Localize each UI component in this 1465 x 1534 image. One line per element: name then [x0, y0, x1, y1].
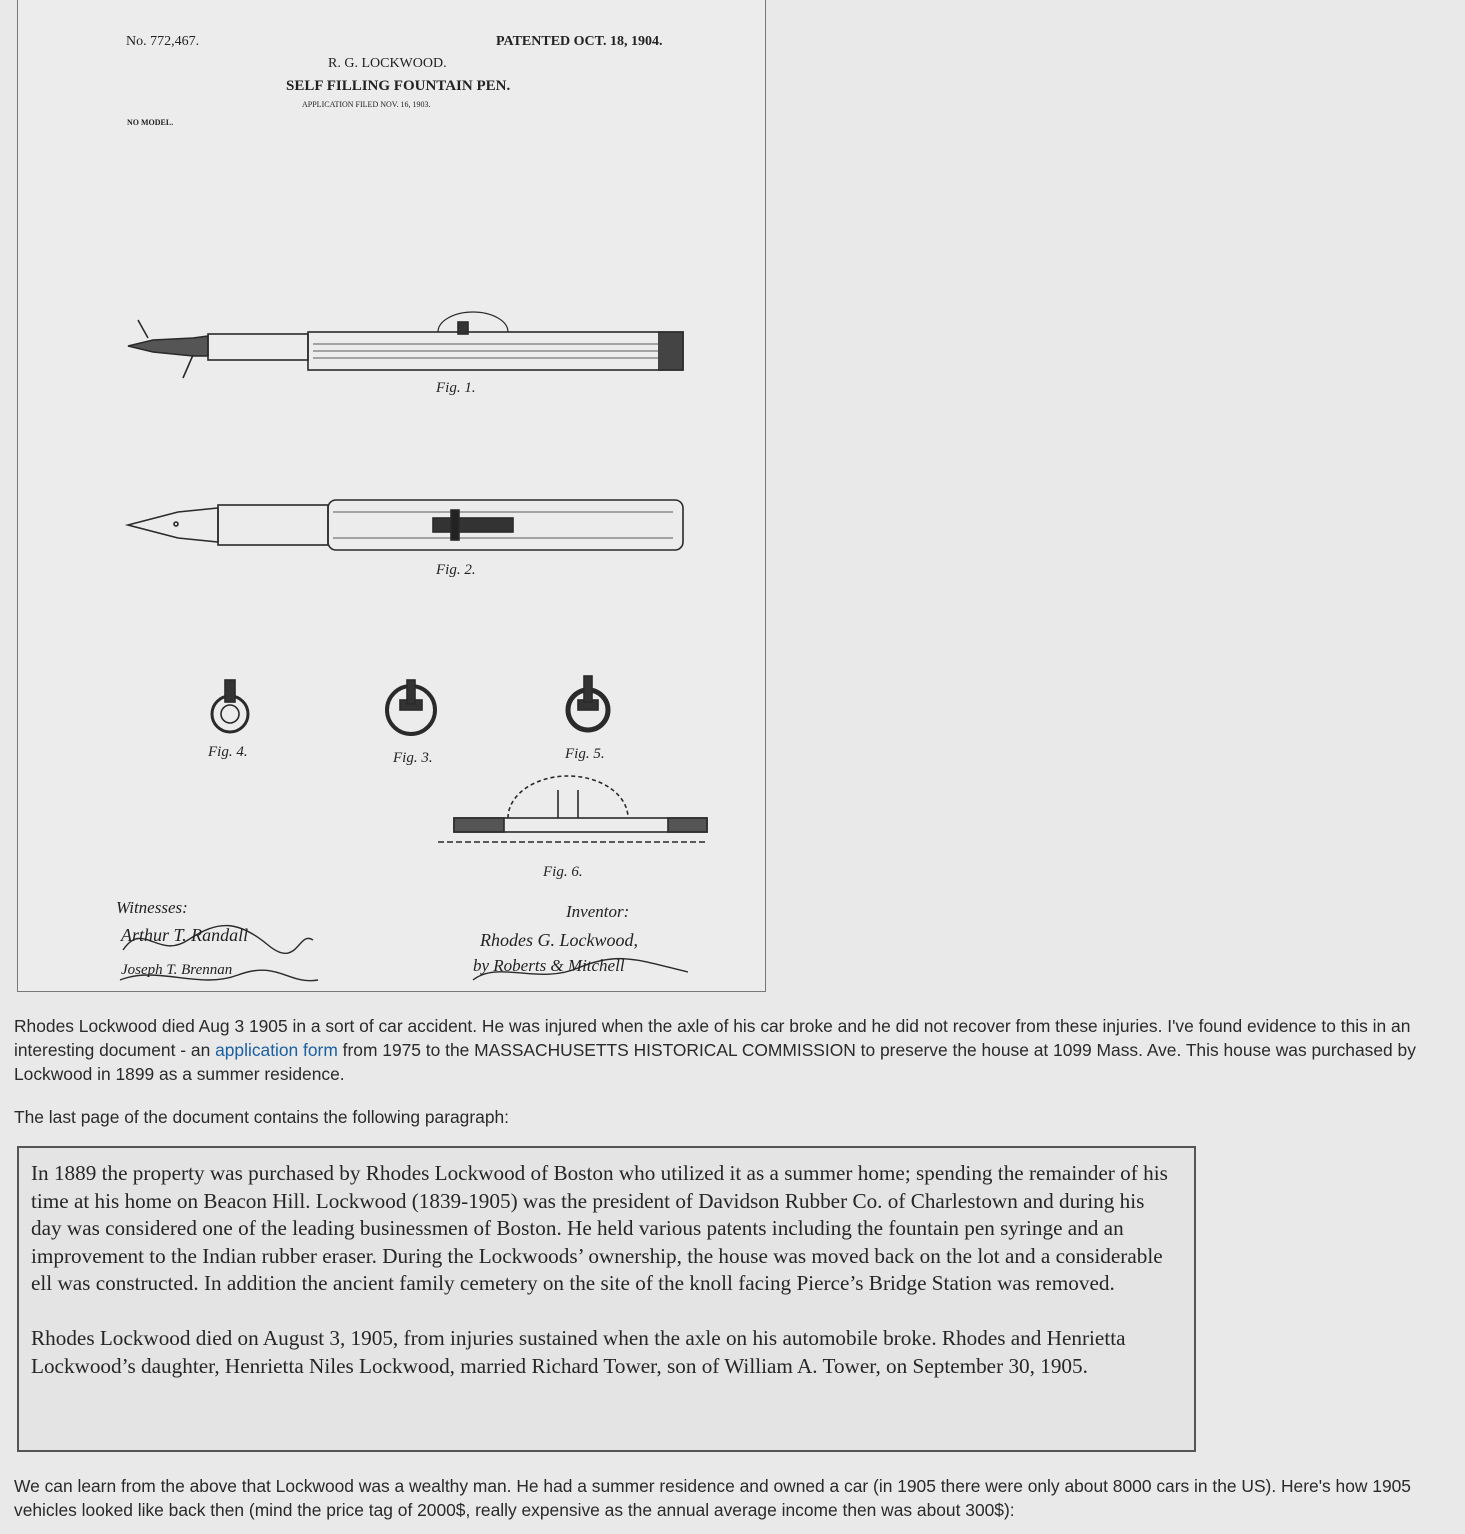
paragraph-3: We can learn from the above that Lockwood was a wealthy man. He had a summer residence and owned a car (in 1905 there were only about 8000 cars in the US). Here's how 1905 vehicles looked like back then (mind the price tag of 2000$, really expensive as the annual average income then was about 300$): — [14, 1476, 1411, 1520]
fig-2-pen — [128, 500, 683, 550]
patent-date: PATENTED OCT. 18, 1904. — [496, 34, 663, 49]
fig-6-detail — [438, 776, 708, 842]
application-form-link[interactable]: application form — [215, 1040, 338, 1060]
inventor-signature: Rhodes G. Lockwood, — [480, 930, 638, 950]
patent-inventor-name: R. G. LOCKWOOD. — [328, 56, 447, 71]
fig-1-pen — [128, 312, 683, 378]
fig-3-label: Fig. 3. — [393, 750, 433, 766]
fig-1-label: Fig. 1. — [436, 380, 476, 396]
fig-2-label: Fig. 2. — [436, 562, 476, 578]
fig-5-label: Fig. 5. — [565, 746, 605, 762]
patent-illustration — [18, 0, 766, 992]
quote-paragraph-2: Rhodes Lockwood died on August 3, 1905, from injuries sustained when the axle on his automobile broke. Rhodes and Henrietta Lockwood’s daughter, Henrietta Niles Lockwood, married Richard Tower, son of William A. Tower, on September 30, 1905. — [31, 1325, 1126, 1378]
patent-drawing — [17, 0, 766, 992]
attorneys-signature: by Roberts & Mitchell — [473, 956, 625, 975]
witness-1-signature: Arthur T. Randall — [121, 925, 249, 945]
witnesses-label: Witnesses: — [116, 898, 188, 917]
patent-model: NO MODEL. — [127, 118, 174, 127]
paragraph-1 — [14, 1014, 1454, 1086]
paragraph-1-end: from 1975 to the MASSACHUSETTS HISTORICAL COMMISSION to preserve the house at 1099 Mass. Ave. This house was purchased by Lockwood in 1899 as a summer residence. — [14, 1040, 1416, 1084]
patent-number: No. 772,467. — [126, 34, 200, 49]
paragraph-1-start: Rhodes Lockwood died Aug 3 1905 in a sort of car accident. He was injured when the axle of his car broke and he did not recover from these injuries. I've found evidence to this in an interesting document - an — [14, 1016, 1411, 1060]
paragraph-2: The last page of the document contains the following paragraph: — [14, 1107, 509, 1127]
patent-application: APPLICATION FILED NOV. 16, 1903. — [302, 100, 431, 109]
fig-4-label: Fig. 4. — [208, 744, 248, 760]
quote-paragraph-1: In 1889 the property was purchased by Rhodes Lockwood of Boston who utilized it as a summer home; spending the remainder of his time at his home on Beacon Hill. Lockwood (1839-1905) was the president of Davidson Rubber Co. of Charlestown and during his day was considered one of the leading businessmen of Boston. He held various patents including the fountain pen syringe and an improvement to the Indian rubber eraser. During the Lockwoods’ ownership, the house was moved back on the lot and a considerable ell was constructed. In addition the ancient family cemetery on the site of the knoll facing Pierce’s Bridge Station was removed. — [31, 1161, 1168, 1296]
patent-title: SELF FILLING FOUNTAIN PEN. — [286, 78, 511, 94]
fig-cross-sections — [212, 676, 608, 734]
witness-2-signature: Joseph T. Brennan — [121, 962, 233, 978]
fig-6-label: Fig. 6. — [543, 864, 583, 880]
inventor-label: Inventor: — [566, 902, 630, 921]
quoted-excerpt — [17, 1146, 1196, 1452]
